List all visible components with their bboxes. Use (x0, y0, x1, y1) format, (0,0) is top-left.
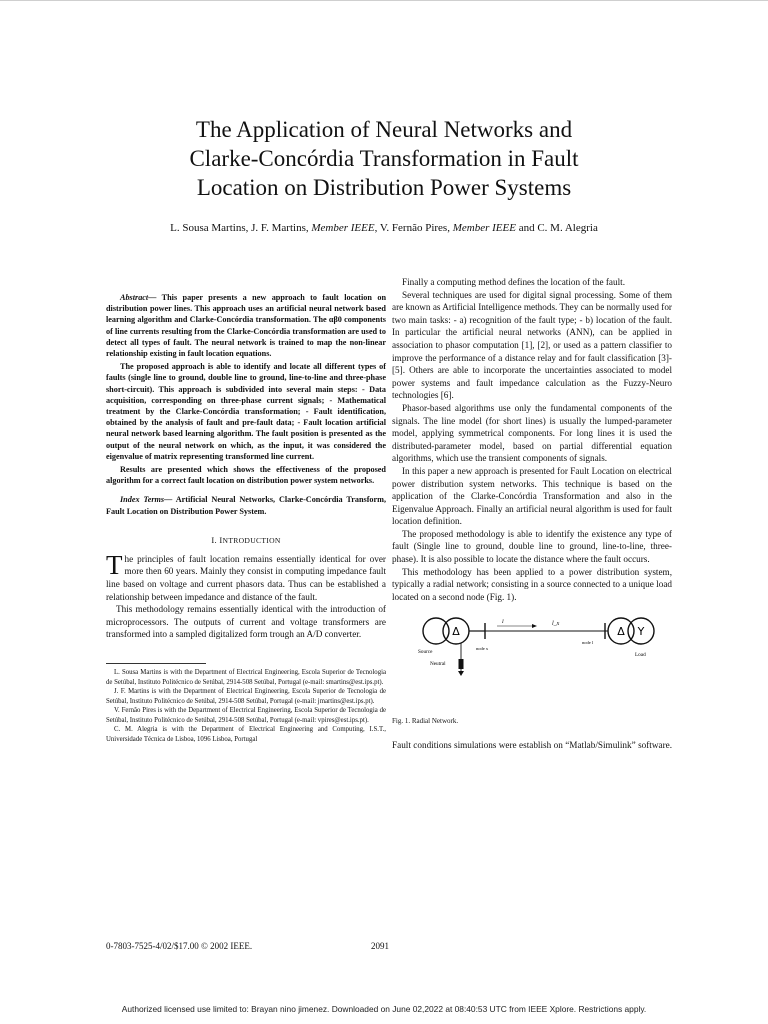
index-terms-text: Artificial Neural Networks, Clarke-Concórdia Transform, Fault Location on Distribution Power System. (106, 495, 387, 516)
member-ieee-2: Member IEEE (452, 222, 516, 234)
authorized-use-notice: Authorized licensed use limited to: Brayan nino jimenez. Downloaded on June 02,2022 at 08:40:53 UTC from IEEE Xplore. Restrictions apply. (121, 1004, 647, 1014)
index-terms (106, 494, 386, 516)
delta-right-label: Δ (617, 625, 625, 639)
right-column (392, 276, 672, 752)
paper-title (60, 115, 708, 202)
copyright-line: 0-7803-7525-4/02/$17.00 © 2002 IEEE. (106, 941, 253, 951)
section-heading-introduction: I. INTRODUCTION (211, 534, 281, 545)
footnote-rule (106, 663, 206, 664)
page-number: 2091 (371, 941, 389, 951)
index-terms-lead: Index Terms— (120, 495, 173, 505)
right-paragraph-6: This methodology has been applied to a power distribution system, typically a radial network; consisting in a source connected to a unique load located on a second node (Fig. 1). (392, 566, 672, 602)
node-l-label: node l (582, 640, 594, 646)
abstract-text-1: This paper presents a new approach to fault location on distribution power lines. This approach uses an artificial neural network based learning algorithm and Clarke-Concórdia transformation. The αβ0 components of line currents resulting from the Clarke-Concórdia transformation are used to detect all types of fault. The neural network is trained to map the non-linear relationship existing in fault location equations. (106, 293, 386, 359)
neutral-impedance (459, 659, 464, 669)
right-paragraph-5: The proposed methodology is able to identify the existence any type of fault (Single line to ground, double line to ground, line-to-line, three-phase). It is also possible to locate the distance where the fault occurs. (392, 528, 672, 565)
footnote-4: C. M. Alegria is with the Department of Electrical Engineering and Computing, I.S.T., Universidade Técnica de Lisboa, 1096 Lisboa, Portugal (106, 726, 386, 743)
abstract-paragraph-2: The proposed approach is able to identify and locate all different types of faults (single line to ground, double line to ground, line-to-line and three-phase short-circuit). This approach is subdivided into several main steps: - Data acquisition, corresponding on three-phase current signals; - Mathematical treatment by the Clarke-Concórdia transformation; - Fault identification, obtained by the analysis of fault and pre-fault data; - Fault location artificial neural network based learning algorithm. The fault position is presented as the output of the neural network on which, as the input, it was considered the eigenvalue of matrix representing transformed line current. (106, 362, 386, 461)
node-x-label: node x (476, 646, 489, 652)
distance-label: l_x (552, 621, 560, 628)
abstract-paragraph-3: Results are presented which shows the effectiveness of the proposed algorithm for a correct fault location on distribution power system networks. (106, 465, 386, 486)
footnote-3: V. Fernão Pires is with the Department of Electrical Engineering, Escola Superior de Tecnologia de Setúbal, Instituto Politécnico de Setúbal, 2914-508 Setúbal, Portugal (e-mail: vpires@est.ips.pt). (106, 707, 386, 724)
top-rule (0, 0, 768, 1)
drop-cap: T (106, 549, 123, 580)
radial-network-diagram (392, 613, 672, 693)
author-list (60, 221, 708, 235)
ground-symbol (458, 671, 464, 676)
source-transformer-circle-1 (423, 618, 449, 644)
member-ieee-1: Member IEEE (311, 222, 375, 234)
delta-left-label: Δ (452, 625, 460, 639)
title-line-2: Clarke-Concórdia Transformation in Fault (189, 146, 579, 171)
load-label: Load (635, 652, 646, 659)
left-column (106, 292, 386, 744)
footnote-2: J. F. Martins is with the Department of Electrical Engineering, Escola Superior de Tecnologia de Setúbal, Instituto Politécnico de Setúbal, 2914-508 Setúbal, Portugal (e-mail: jmartins@est.ips.pt). (106, 688, 386, 705)
intro-paragraph-1: The principles of fault location remains essentially identical for over more then 60 years. Mainly they consist in computing impedance fault line based on voltage and current phasors data. Thus can be established a relationship between impedance and distance of the fault. (106, 549, 386, 602)
authors-part-1: L. Sousa Martins, J. F. Martins, (170, 222, 312, 234)
abstract-lead: Abstract— (120, 293, 157, 302)
authors-part-3: and C. M. Alegria (515, 222, 598, 234)
wye-label: Y (637, 625, 645, 639)
figure-caption: Fig. 1. Radial Network. (392, 717, 459, 726)
right-paragraph-1: Finally a computing method defines the location of the fault. (402, 277, 625, 287)
abstract-paragraph-1 (106, 292, 386, 359)
neutral-label: Neutral (430, 661, 446, 668)
intro-paragraph-2: This methodology remains essentially identical with the introduction of microprocessors. The outputs of current and voltage transformers are transformed into a sampled digitalized form trough an A/D converter. (106, 604, 386, 640)
footnote-1: L. Sousa Martins is with the Department of Electrical Engineering, Escola Superior de Tecnologia de Setúbal, Instituto Politécnico de Setúbal, 2914-508 Setúbal, Portugal (e-mail: smartins@est.ips.pt). (106, 669, 386, 686)
right-paragraph-7: Fault conditions simulations were establish on “Matlab/Simulink” software. (392, 740, 672, 751)
current-label: I (502, 620, 504, 626)
right-paragraph-3: Phasor-based algorithms use only the fundamental components of the signals. The line model (for short lines) is usually the lumped-parameter model, applying symmetrical components. For long lines it is used the distributed-parameter model, based on partial differential equation algorithms, which use the transient components of signals. (392, 402, 672, 464)
source-label: Source (418, 649, 433, 656)
title-line-3: Location on Distribution Power Systems (196, 175, 572, 200)
title-line-1: The Application of Neural Networks and (195, 117, 573, 142)
radial-network-figure (392, 613, 672, 683)
current-arrow-head (532, 624, 537, 628)
authors-part-2: , V. Fernão Pires, (374, 222, 453, 234)
right-paragraph-2: Several techniques are used for digital signal processing. Some of them are known as Artificial Intelligence methods. They can be normally used for two main tasks: - a) recognition of the fault type; - b) location of the fault. In particular the artificial neural networks (ANN), can be applied in association to phasor computation [1], [2], or used as a pattern classifier to improve the performance of a distance relay and for fault classification [3]-[5]. Others are able to incorporate the uncertainties associated to model power systems and fault impedance calculation as the Fuzzy-Neuro technologies [6]. (392, 289, 672, 401)
right-paragraph-4: In this paper a new approach is presented for Fault Location on electrical power distribution system networks. This technique is based on the application of the Clarke-Concórdia Transformation and also in the Eigenvalue Approach. Finally an artificial neural algorithm is used for fault location definition. (392, 465, 672, 527)
